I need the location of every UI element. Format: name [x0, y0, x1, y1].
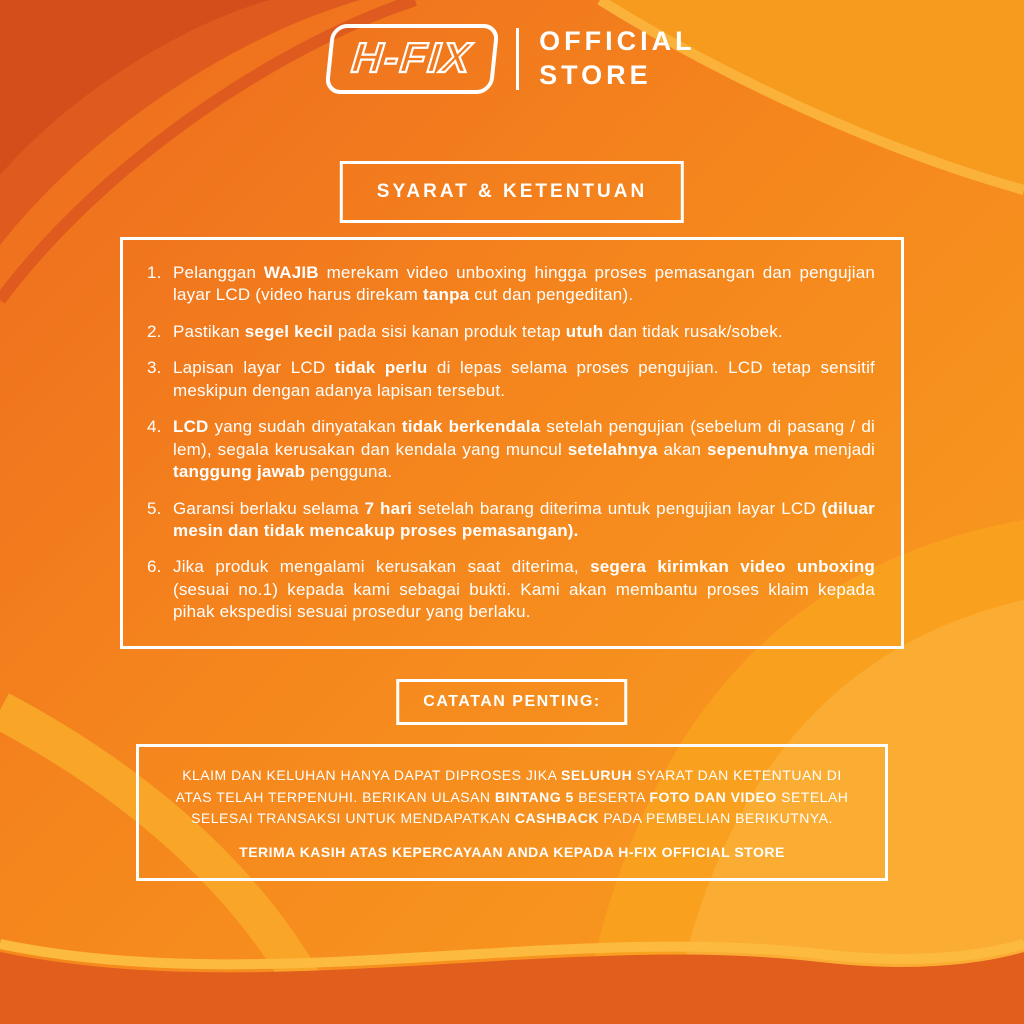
text-segment: di lepas selama proses pengujian. LCD tetap sensitif meskipun dengan adanya lapisan tersebut. — [173, 358, 875, 400]
text-segment: Jika produk mengalami kerusakan saat diterima, — [173, 557, 591, 577]
term-item — [147, 262, 875, 307]
text-segment-bold: 7 hari — [364, 498, 413, 518]
terms-box — [120, 237, 904, 649]
text-segment: Pastikan — [173, 321, 245, 341]
text-segment-bold: WAJIB — [263, 263, 319, 282]
term-number: 6. — [147, 557, 162, 577]
term-number: 3. — [147, 358, 162, 378]
text-segment: BESERTA — [573, 788, 650, 805]
note-title: CATATAN PENTING: — [423, 693, 601, 710]
note-title-box — [396, 679, 627, 725]
text-segment-bold: sepenuhnya — [707, 439, 809, 459]
text-segment-bold: CASHBACK — [514, 810, 599, 827]
text-segment: setelah pengujian (sebelum di pasang / di lem), segala kerusakan dan kendala yang muncul — [173, 417, 875, 459]
store-name — [539, 25, 695, 93]
text-segment-bold: tidak berkendala — [401, 417, 541, 437]
text-segment-bold: tanpa — [422, 285, 470, 305]
page-title: SYARAT & KETENTUAN — [376, 181, 648, 202]
text-segment-bold: FOTO DAN VIDEO — [649, 788, 777, 805]
term-item — [147, 357, 875, 402]
footer-note — [165, 765, 859, 830]
terms-list — [147, 262, 875, 624]
term-number: 1. — [147, 263, 162, 282]
text-segment: SETELAH SELESAI TRANSAKSI UNTUK MENDAPATKAN — [191, 788, 849, 827]
term-text — [173, 416, 875, 483]
term-text — [173, 357, 875, 402]
term-text — [173, 321, 875, 343]
text-segment: yang sudah dinyatakan — [208, 417, 402, 437]
text-segment: Garansi berlaku selama — [173, 498, 365, 518]
text-segment: KLAIM DAN KELUHAN HANYA DAPAT DIPROSES JIKA — [182, 767, 562, 783]
logo-divider — [516, 28, 519, 90]
text-segment: Lapisan layar LCD — [173, 358, 335, 378]
text-segment: menjadi — [808, 439, 876, 459]
text-segment: setelah barang diterima untuk pengujian layar LCD — [412, 498, 822, 518]
text-segment: pada sisi kanan produk tetap — [332, 321, 566, 341]
text-segment: pengguna. — [305, 462, 393, 482]
text-segment: dan tidak rusak/sobek. — [603, 321, 783, 341]
text-segment: Pelanggan — [173, 263, 264, 282]
store-name-line1: OFFICIAL — [539, 26, 696, 57]
term-text — [173, 556, 875, 623]
term-item — [147, 321, 875, 343]
text-segment: merekam video unboxing hingga proses pemasangan dan pengujian layar LCD (video harus direkam — [173, 263, 875, 305]
term-number: 4. — [147, 417, 162, 437]
text-segment-bold: utuh — [565, 321, 604, 341]
header — [0, 24, 1024, 94]
term-item — [147, 416, 875, 483]
term-item — [147, 498, 875, 543]
term-item — [147, 556, 875, 623]
store-name-line2: STORE — [539, 60, 652, 90]
text-segment-bold: SELURUH — [561, 767, 633, 783]
text-segment-bold: segel kecil — [244, 321, 333, 341]
text-segment-bold: segera kirimkan video unboxing — [590, 557, 875, 577]
footer-thanks: TERIMA KASIH ATAS KEPERCAYAAN ANDA KEPADA H-FIX OFFICIAL STORE — [239, 844, 785, 861]
text-segment-bold: (diluar mesin dan tidak mencakup proses pemasangan). — [173, 498, 875, 540]
text-segment-bold: tidak perlu — [334, 358, 428, 378]
text-segment-bold: LCD — [173, 417, 209, 437]
term-number: 5. — [147, 498, 162, 518]
hfix-logo — [325, 24, 500, 94]
text-segment: SYARAT DAN KETENTUAN DI ATAS TELAH TERPENUHI. BERIKAN ULASAN — [175, 767, 842, 805]
text-segment: PADA PEMBELIAN BERIKUTNYA. — [598, 810, 833, 827]
term-number: 2. — [147, 321, 162, 341]
text-segment-bold: BINTANG 5 — [494, 788, 574, 805]
text-segment: akan — [657, 439, 708, 459]
term-text — [173, 498, 875, 543]
term-text — [173, 262, 875, 307]
text-segment-bold: setelahnya — [567, 439, 658, 459]
text-segment: cut dan pengeditan). — [469, 285, 634, 305]
text-segment-bold: tanggung jawab — [173, 462, 306, 482]
brand-name: H-FIX — [350, 34, 475, 81]
footer-box — [136, 744, 888, 881]
text-segment: (sesuai no.1) kepada kami sebagai bukti. Kami akan membantu proses klaim kepada pihak ekspedisi sesuai prosedur yang berlaku. — [173, 579, 875, 622]
title-box — [340, 161, 684, 223]
